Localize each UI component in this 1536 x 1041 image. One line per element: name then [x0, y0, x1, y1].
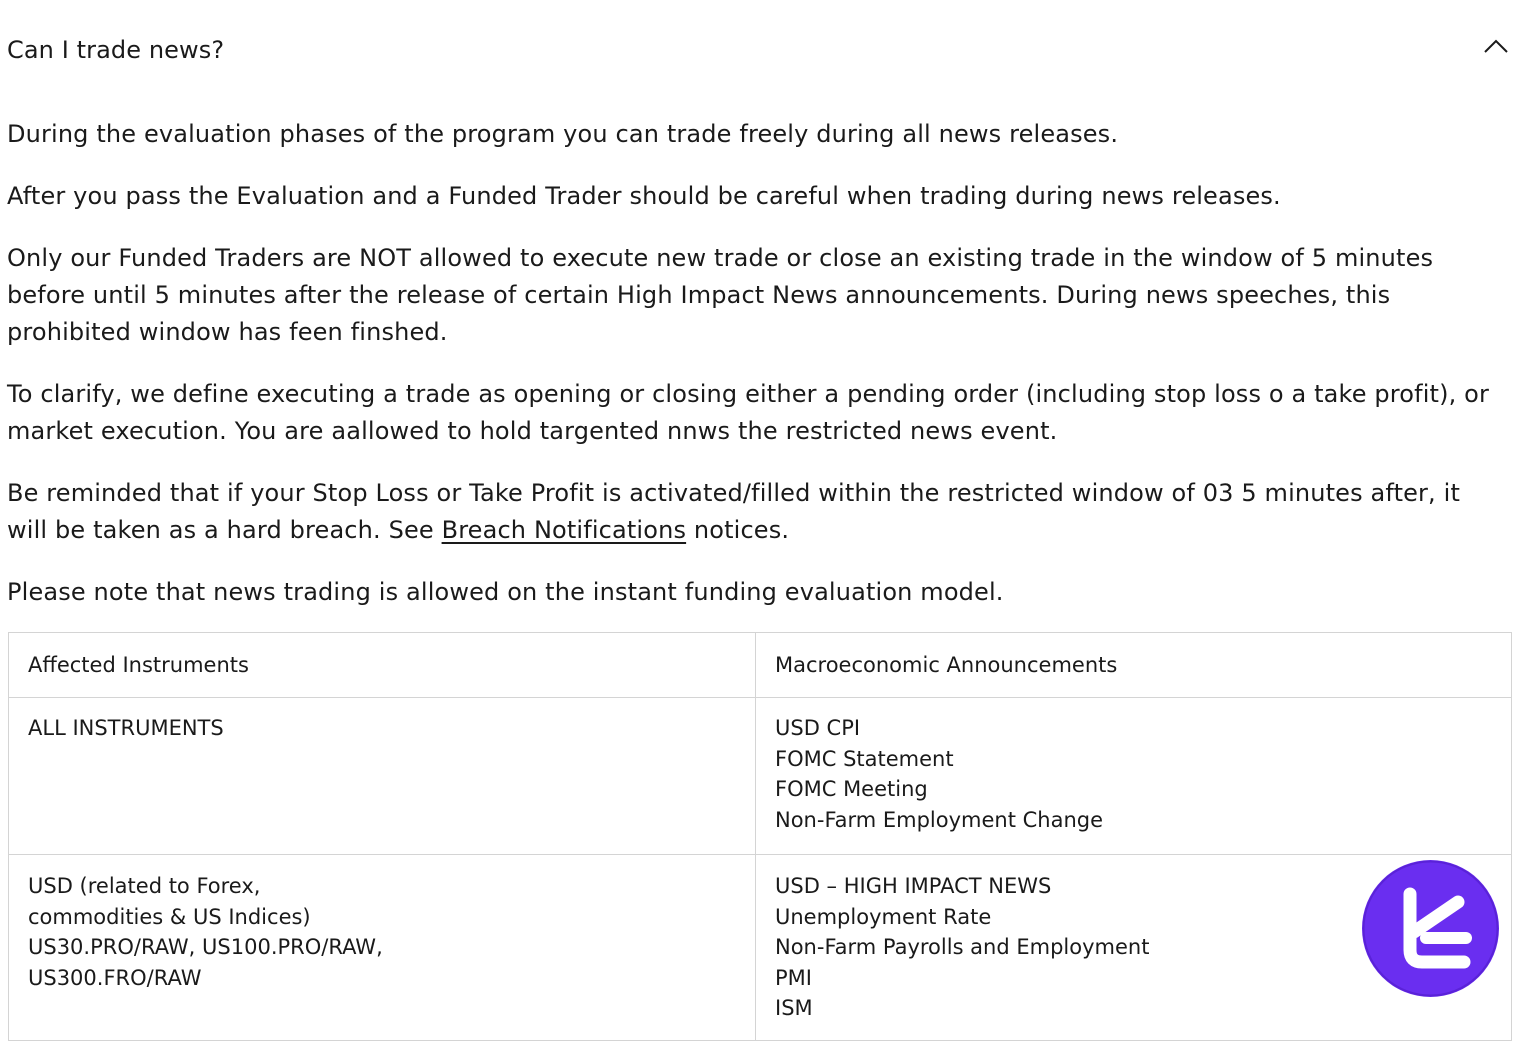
instrument-line: US30.PRO/RAW, US100.PRO/RAW, [28, 935, 383, 959]
announcement-line: USD CPI [775, 716, 861, 740]
faq-question: Can I trade news? [7, 36, 225, 64]
news-restrictions-table [8, 632, 1512, 1041]
announcement-line: FOMC Statement [775, 746, 954, 771]
instrument-line: ALL INSTRUMENTS [28, 716, 224, 740]
instruments-cell [9, 698, 756, 855]
answer-paragraph-2: After you pass the Evaluation and a Funded Trader should be careful when trading during news releases. [7, 182, 1281, 210]
instrument-line: USD (related to Forex, [28, 874, 261, 898]
instrument-line: US300.FRO/RAW [28, 965, 202, 990]
answer-paragraph-4: To clarify, we define executing a trade as opening or closing either a pending order (including stop loss o a take profit), or market execution. You are aallowed to hold targented nnws the restricted news event. [7, 380, 1490, 445]
table-header-row [9, 633, 1512, 698]
answer-paragraph-5-tail: notices. [686, 516, 790, 544]
answer-paragraph-5 [7, 475, 1497, 549]
table-row [9, 855, 1512, 1041]
breach-notifications-link[interactable]: Breach Notifications [441, 516, 687, 544]
announcement-line: Unemployment Rate [775, 904, 992, 929]
announcement-line: USD – HIGH IMPACT NEWS [775, 874, 1052, 898]
chevron-up-icon[interactable] [1482, 36, 1510, 56]
announcement-line: ISM [775, 996, 813, 1020]
announcement-line: PMI [775, 965, 812, 990]
answer-paragraph-5-text: Be reminded that if your Stop Loss or Take Profit is activated/filled within the restricted window of 03 5 minutes after, it will be taken as a hard breach. See [7, 479, 1460, 544]
column-header-instruments: Affected Instruments [9, 633, 756, 698]
table-row [9, 698, 1512, 855]
brand-logo-icon [1362, 860, 1499, 997]
faq-question-toggle[interactable] [0, 22, 1536, 78]
announcement-line: Non-Farm Payrolls and Employment [775, 935, 1150, 959]
faq-answer [7, 116, 1497, 636]
answer-paragraph-6: Please note that news trading is allowed on the instant funding evaluation model. [7, 578, 1004, 606]
announcement-line: Non-Farm Employment Change [775, 807, 1104, 832]
answer-paragraph-3: Only our Funded Traders are NOT allowed to execute new trade or close an existing trade in the window of 5 minutes before until 5 minutes after the release of certain High Impact News announcements. During news speeches, this prohibited window has feen finshed. [7, 244, 1434, 346]
brand-badge[interactable] [1362, 860, 1499, 997]
answer-paragraph-1: During the evaluation phases of the program you can trade freely during all news releases. [7, 120, 1119, 148]
announcement-line: FOMC Meeting [775, 777, 928, 801]
instrument-line: commodities & US Indices) [28, 904, 311, 929]
instruments-cell [9, 855, 756, 1041]
announcements-cell [756, 698, 1512, 855]
column-header-announcements: Macroeconomic Announcements [756, 633, 1512, 698]
